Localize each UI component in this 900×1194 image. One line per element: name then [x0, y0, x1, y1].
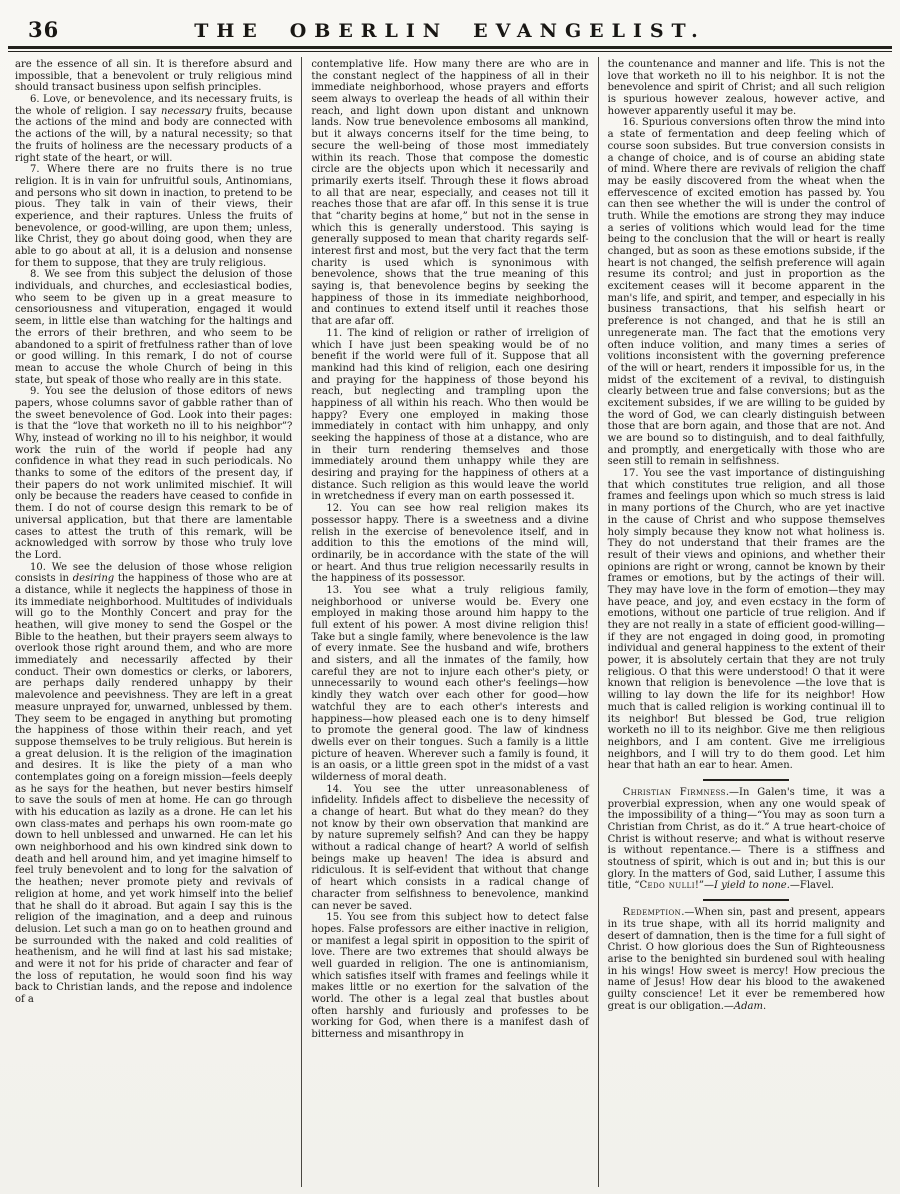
paragraph: Redemption.—When sin, past and present, appears in its true shape, with all its horrid malignity and desert of damnation, then is the time for a full sight of Christ. O how glorious does the Sun of Righteousness arise to the benighted sin burdened soul with healing in his wings! How sweet is mercy! How precious the name of Jesus! How dear his blood to the awakened guilty conscience! Let it ever be remembered how great is our obligation.—Adam.	[607, 907, 885, 1012]
paragraph: 10. We see the delusion of those whose religion consists in desiring the happiness of those who are at a distance, while it neglects the happiness of those in its immediate neighborhood. Multitudes of individuals will go to the Monthly Concert and pray for the heathen, will give money to send the Gospel or the Bible to the heathen, but their prayers seem always to overlook those right around them, and who are more immediately and necessarily affected by their conduct. Their own domestics or clerks, or laborers, are perhaps daily rendered unhappy by their malevolence and peevishness. They are left in a great measure unprayed for, unwarned, unblessed by them. They seem to be engaged in anything but promoting the happiness of those within their reach, and yet suppose themselves to be truly religious. But herein is a great delusion. It is the religion of the imagination and desires. It is like the piety of a man who contemplates going on a foreign mission—feels deeply as he says for the heathen, but never bestirs himself to save the souls of men at home. He can go through with his education as lazily as a drone. He can let his own class-mates and perhaps his own room-mate go down to hell unblessed and unwarned. He can let his own neighborhood and his own kindred sink down to death and hell around him, and yet imagine himself to feel truly benevolent and to long for the salvation of the heathen; never promote piety and revivals of religion at home, and yet work himself into the belief that he shall do it abroad. But again I say this is the religion of the imagination, and a deep and ruinous delusion. Let such a man go on to heathen ground and be surrounded with the naked and cold realities of heathenism, and he will find at last his sad mistake; and were it not for his pride of character and fear of the loss of reputation, he would soon find his way back to Christian lands, and the repose and indolence of a	[15, 561, 293, 1005]
article-divider-rule	[703, 779, 789, 781]
paragraph: 7. Where there are no fruits there is no true religion. It is in vain for unfruitful souls, Antinomians, and persons who sit down in inaction, to pretend to be pious. They talk in vain of their views, their experience, and their raptures. Unless the fruits of benevolence, or good-willing, are upon them; unless, like Christ, they go about doing good, when they are able to go about at all, it is a delusion and nonsense for them to suppose, that they are truly religious.	[15, 164, 293, 269]
paragraph: 12. You can see how real religion makes its possessor happy. There is a sweetness and a divine relish in the exercise of benevolence itself, and in addition to this the emotions of the mind will, ordinarily, be in accordance with the state of the will or heart. And thus true religion necessarily results in the happiness of its possessor.	[311, 503, 589, 585]
masthead-title: THE OBERLIN EVANGELIST.	[194, 20, 706, 42]
paragraph: 17. You see the vast importance of distinguishing that which constitutes true religion, and all those frames and feelings upon which so much stress is laid in many portions of the Church, who are yet inactive in the cause of Christ and who suppose themselves holy simply because they know not what holiness is. They do not understand that their frames are the result of their views and opinions, and whether their opinions are right or wrong, cannot be known by their frames or emotions, but by the actings of their will. They may have love in the form of emotion—they may have peace, and joy, and even ecstacy in the form of emotions, without one particle of true religion. And if they are not really in a state of efficient good-willing—if they are not engaged in doing good, in promoting individual and general happiness to the extent of their power, it is absolutely certain that they are not truly religious. O that this were understood! O that it were known that religion is benevolence —the love that is willing to lay down the life for its neighbor! How much that is called religion is working continual ill to its neighbor! But blessed be God, true religion worketh no ill to its neighbor. Give me then religious neighbors, and I am content. Give me irreligious neighbors, and I will try to do them good. Let him hear that hath an ear to hear. Amen.	[607, 468, 885, 772]
page-number: 36	[28, 17, 60, 42]
paragraph: 8. We see from this subject the delusion of those individuals, and churches, and ecclesiastical bodies, who seem to be given up in a great measure to censoriousness and vituperation, engaged it would seem, in little else than watching for the haltings and the errors of their brethren, and who seem to be abandoned to a spirit of fretfulness rather than of love or good willing. In this remark, I do not of course mean to accuse the whole Church of being in this state, but speak of those who really are in this state.	[15, 269, 293, 386]
small-caps-heading: Redemption	[622, 907, 682, 919]
text-column-left	[6, 57, 301, 1187]
page-body	[6, 57, 894, 1187]
header-double-rule	[8, 46, 892, 52]
paragraph: Christian Firmness.—In Galen's time, it was a proverbial expression, when any one would speak of the impossibility of a thing—“You may as soon turn a Christian from Christ, as do it.” A true heart-choice of Christ is without reserve; and what is without reserve is without repentance.— There is a stiffness and stoutness of spirit, which is out and in; but this is our glory. In the matters of God, said Luther, I assume this title, “Cedo nulli!”—I yield to none.—Flavel.	[607, 786, 885, 892]
paragraph: 14. You see the utter unreasonableness of infidelity. Infidels affect to disbelieve the necessity of a change of heart. But what do they mean? do they not know by their own observation that mankind are by nature supremely selfish? And can they be happy without a radical change of heart? A world of selfish beings make up heaven! The idea is absurd and ridiculous. It is self-evident that without that change of heart which consists in a radical change of character from selfishness to benevolence, mankind can never be saved.	[311, 783, 589, 912]
paragraph: the countenance and manner and life. This is not the love that worketh no ill to his neighbor. It is not the benevolence and spirit of Christ; and all such religion is spurious however zealous, however active, and however apparently useful it may be.	[607, 59, 885, 117]
text-column-center	[301, 57, 597, 1187]
paragraph: 9. You see the delusion of those editors of news papers, whose columns savor of gabble rather than of the sweet benevolence of God. Look into their pages: is that the “love that worketh no ill to his neighbor”? Why, instead of working no ill to his neighbor, it would work the ruin of the world if people had any confidence in what they read in such periodicals. No thanks to some of the editors of the present day, if their papers do not work unlimited mischief. It will only be because the readers have ceased to confide in them. I do not of course design this remark to be of universal application, but that there are lamentable cases to attest the truth of this remark, will be acknowledged with sorrow by those who truly love the Lord.	[15, 386, 293, 561]
paragraph: are the essence of all sin. It is therefore absurd and impossible, that a benevolent or truly religious mind should transact business upon selfish principles.	[15, 59, 293, 94]
paragraph: 11. The kind of religion or rather of irreligion of which I have just been speaking would be of no benefit if the world were full of it. Suppose that all mankind had this kind of religion, each one desiring and praying for the happiness of those beyond his reach, but neglecting and trampling upon the happiness of all within his reach. Who then would be happy? Every one employed in making those immediately in contact with him unhappy, and only seeking the happiness of those at a distance, who are in their turn rendering themselves and those immediately around them unhappy while they are desiring and praying for the happiness of others at a distance. Such religion as this would leave the world in wretchedness if every man on earth possessed it.	[311, 327, 589, 503]
small-caps-heading: Christian Firmness	[622, 786, 726, 798]
paragraph: contemplative life. How many there are who are in the constant neglect of the happiness of all in their immediate neighborhood, whose prayers and efforts seem always to overleap the heads of all within their reach, and light down upon distant and unknown lands. Now true benevolence embosoms all mankind, but it always concerns itself for the time being, to secure the well-being of those most immediately within its reach. Those that compose the domestic circle are the objects upon which it necessarily and primarily exerts itself. Through these it flows abroad to all that are near, especially, and ceases not till it reaches those that are afar off. In this sense it is true that “charity begins at home,” but not in the sense in which this is generally understood. This saying is generally supposed to mean that charity regards self-interest first and most, but the very fact that the term charity is used which is synonimous with benevolence, shows that the true meaning of this saying is, that benevolence begins by seeking the happiness of those in its immediate neighborhood, and continues to extend itself until it reaches those that are afar off.	[311, 59, 589, 328]
small-caps-heading: Cedo nulli	[639, 880, 695, 892]
text-column-right	[598, 57, 894, 1187]
paragraph: 6. Love, or benevolence, and its necessary fruits, is the whole of religion. I say necessary fruits, because the actions of the mind and body are connected with the actions of the will, by a natural necessity; so that the fruits of holiness are the necessary products of a right state of the heart, or will.	[15, 94, 293, 164]
article-divider-rule	[703, 899, 789, 901]
paragraph: 13. You see what a truly religious family, neighborhood or universe would be. Every one employed in making those around him happy to the full extent of his power. A most divine religion this! Take but a single family, where benevolence is the law of every inmate. See the husband and wife, brothers and sisters, and all the inmates of the family, how careful they are not to injure each other's piety, or unnecessarily to wound each other's feelings—how kindly they watch over each other for good—how watchful they are to each other's interests and happiness—how pleased each one is to deny himself to promote the general good. The law of kindness dwells ever on their tongues. Such a family is a little picture of heaven. Wherever such a family is found, it is an oasis, or a little green spot in the midst of a vast wilderness of moral death.	[311, 584, 589, 783]
page-header	[6, 8, 894, 42]
paragraph: 15. You see from this subject how to detect false hopes. False professors are either inactive in religion, or manifest a legal spirit in opposition to the spirit of love. There are two extremes that should always be well guarded in religion. The one is antinomianism, which satisfies itself with frames and feelings while it makes little or no exertion for the salvation of the world. The other is a legal zeal that bustles about often harshly and furiously and professes to be working for God, when there is a manifest dash of bitterness and misanthropy in	[311, 912, 589, 1041]
paragraph: 16. Spurious conversions often throw the mind into a state of fermentation and deep feeling which of course soon subsides. But true conversion consists in a change of choice, and is of course an abiding state of mind. Where there are revivals of religion the chaff may be easily discovered from the wheat when the effervescence of excited emotion has passed by. You can then see whether the will is under the control of truth. While the emotions are strong they may induce a series of volitions which would lead for the time being to the conclusion that the will or heart is really changed, but as soon as these emotions subside, if the heart is not changed, the selfish preference will again resume its control; and just in proportion as the excitement ceases will it become apparent in the man's life, and spirit, and temper, and especially in his business transactions, that his selfish heart or preference is not changed, and that he is still an unregenerate man. The fact that the emotions very often induce volition, and many times a series of volitions inconsistent with the governing preference of the will or heart, renders it impossible for us, in the midst of the excitement of a revival, to distinguish clearly between true and false conversions; but as the excitement subsides, if we are willing to be guided by the word of God, we can clearly distinguish between those that are born again, and those that are not. And we are bound so to distinguish, and to deal faithfully, and promptly, and energetically with those who are seen still to remain in selfishness.	[607, 117, 885, 468]
